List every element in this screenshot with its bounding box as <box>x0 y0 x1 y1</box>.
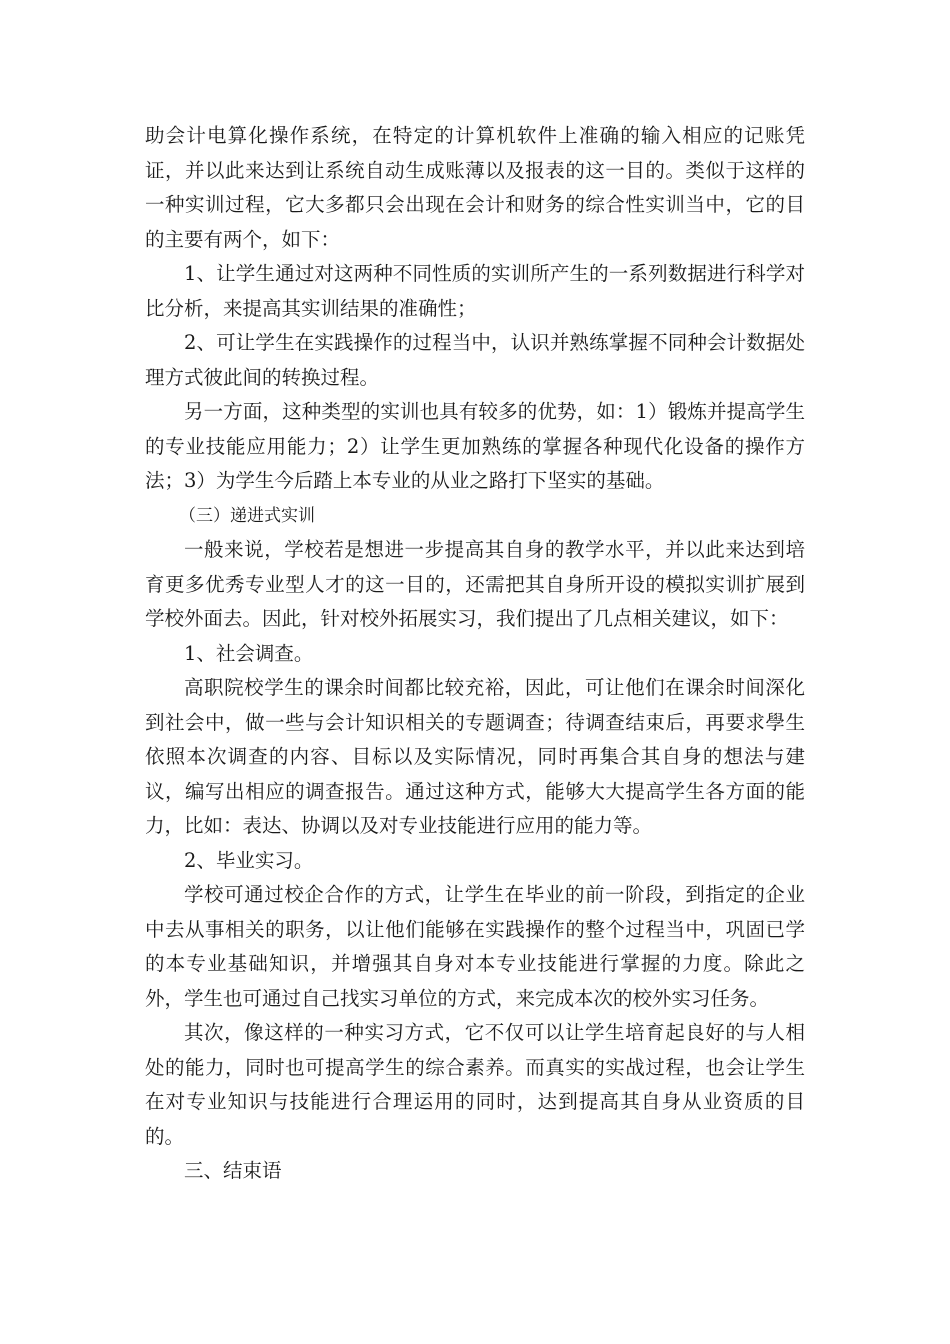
list-item-2: 2、可让学生在实践操作的过程当中，认识并熟练掌握不同种会计数据处理方式彼此间的转换过程。 <box>145 331 805 389</box>
paragraph-secondly: 其次，像这样的一种实习方式，它不仅可以让学生培育起良好的与人相处的能力，同时也可提高学生的综合素养。而真实的实战过程，也会让学生在对专业知识与技能进行合理运用的同时，达到提高其自身从业资质的目的。 <box>145 1021 805 1148</box>
document-body <box>145 119 805 1189</box>
paragraph-graduation-internship: 学校可通过校企合作的方式，让学生在毕业的前一阶段，到指定的企业中去从事相关的职务，以让他们能够在实践操作的整个过程当中，巩固已学的本专业基础知识，并增强其自身对本专业技能进行掌握的力度。除此之外，学生也可通过自己找实习单位的方式，来完成本次的校外实习任务。 <box>145 883 805 1010</box>
list-item-1: 1、让学生通过对这两种不同性质的实训所产生的一系列数据进行科学对比分析，来提高其实训结果的准确性； <box>145 262 805 320</box>
paragraph-continuation: 助会计电算化操作系统，在特定的计算机软件上准确的输入相应的记账凭证，并以此来达到让系统自动生成账薄以及报表的这一目的。类似于这样的一种实训过程，它大多都只会出现在会计和财务的综合性实训当中，它的目的主要有两个，如下： <box>145 124 805 251</box>
section-heading-conclusion: 三、结束语 <box>184 1159 282 1182</box>
paragraph-social-survey: 高职院校学生的课余时间都比较充裕，因此，可让他们在课余时间深化到社会中，做一些与会计知识相关的专题调查；待调查结束后，再要求學生依照本次调查的内容、目标以及实际情况，同时再集合其自身的想法与建议，编写出相应的调查报告。通过这种方式，能够大大提高学生各方面的能力，比如：表达、协调以及对专业技能进行应用的能力等。 <box>145 676 805 837</box>
paragraph-advantages: 另一方面，这种类型的实训也具有较多的优势，如：1）锻炼并提高学生的专业技能应用能力；2）让学生更加熟练的掌握各种现代化设备的操作方法；3）为学生今后踏上本专业的从业之路打下坚实的基础。 <box>145 400 805 492</box>
list-heading-social-survey: 1、社会调查。 <box>184 641 314 665</box>
paragraph-intro-external: 一般来说，学校若是想进一步提高其自身的教学水平，并以此来达到培育更多优秀专业型人才的这一目的，还需把其自身所开设的模拟实训扩展到学校外面去。因此，针对校外拓展实习，我们提出了几点相关建议，如下： <box>145 538 805 630</box>
list-heading-graduation-internship: 2、毕业实习。 <box>184 848 314 872</box>
section-heading-progressive-training: （三）递进式实训 <box>179 505 315 526</box>
